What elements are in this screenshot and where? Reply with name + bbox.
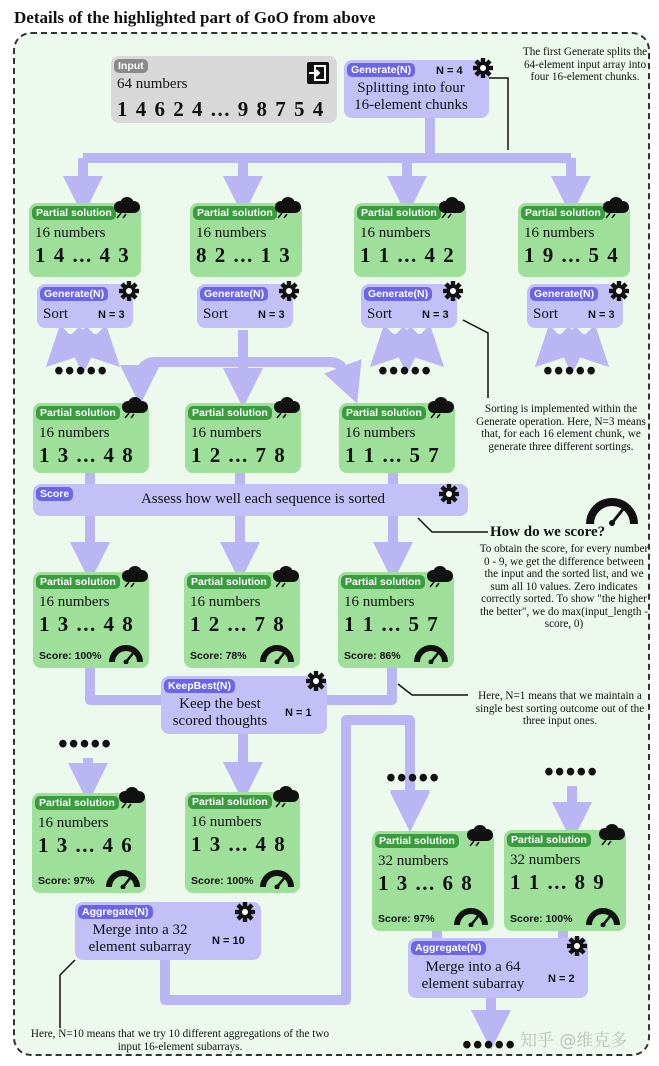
number-count: 16 numbers xyxy=(191,814,262,830)
partial-solution-card xyxy=(190,203,302,277)
thought-cloud-icon xyxy=(119,566,149,593)
gauge-icon xyxy=(260,869,294,894)
input-count: 64 numbers xyxy=(117,76,188,92)
number-count: 16 numbers xyxy=(191,425,262,441)
flow-arrow xyxy=(140,362,243,385)
sort-label: Sort xyxy=(43,306,69,322)
partial-solution-tag: Partial solution xyxy=(342,406,426,420)
gear-icon xyxy=(442,280,464,302)
gauge-icon xyxy=(414,644,448,669)
number-count: 16 numbers xyxy=(345,425,416,441)
gear-icon xyxy=(118,280,140,302)
score-label: Score: 100% xyxy=(191,875,254,887)
thought-cloud-icon xyxy=(270,786,300,813)
aggregate-n: N = 2 xyxy=(548,973,575,985)
partial-solution-tag: Partial solution xyxy=(507,833,591,847)
number-values: 1 9 ... 5 4 xyxy=(524,243,620,267)
generate-tag: Generate(N) xyxy=(364,287,432,301)
sort-n: N = 3 xyxy=(258,309,285,321)
thought-cloud-icon xyxy=(596,824,626,851)
note-first-generate: The first Generate splits the 64-element input array into four 16-element chunks. xyxy=(522,46,648,83)
gauge-icon xyxy=(109,644,143,669)
gauge-icon xyxy=(586,907,620,932)
gear-icon xyxy=(438,483,460,505)
keepbest-box xyxy=(161,676,327,734)
partial-solution-card xyxy=(184,572,300,668)
gear-icon xyxy=(472,57,494,79)
gear-icon xyxy=(234,901,256,923)
note-connector xyxy=(60,960,75,1028)
gauge-icon xyxy=(260,644,294,669)
number-count: 16 numbers xyxy=(39,594,110,610)
number-values: 1 3 ... 4 8 xyxy=(39,443,135,467)
gear-icon xyxy=(608,280,630,302)
thought-cloud-icon xyxy=(436,197,466,224)
how-score-text: To obtain the score, for every number 0 - 9, we get the difference between the input and the sorted list, and we sum all 10 values. Zero indicates correctly sorted. To show "the higher the better", we do max(input_length - score, 0) xyxy=(479,543,649,630)
number-values: 1 1 ... 5 7 xyxy=(345,443,441,467)
gear-icon xyxy=(278,280,300,302)
generate-tag: Generate(N) xyxy=(347,63,415,77)
number-values: 1 4 ... 4 3 xyxy=(35,243,131,267)
how-score-title: How do we score? xyxy=(490,524,606,540)
partial-solution-card xyxy=(339,403,455,473)
number-count: 16 numbers xyxy=(38,815,109,831)
generate-split-box xyxy=(344,60,489,118)
more-dots: ••••• xyxy=(58,729,113,760)
number-count: 16 numbers xyxy=(524,225,595,241)
partial-solution-card xyxy=(504,830,626,931)
number-values: 1 1 ... 8 9 xyxy=(510,870,606,894)
number-values: 1 2 ... 7 8 xyxy=(190,612,286,636)
flow-arrow xyxy=(243,362,350,385)
more-dots: ••••• xyxy=(54,356,109,387)
partial-solution-tag: Partial solution xyxy=(36,406,120,420)
number-values: 1 2 ... 7 8 xyxy=(191,443,287,467)
number-values: 1 1 ... 4 2 xyxy=(360,243,456,267)
input-box xyxy=(111,56,337,123)
sort-n: N = 3 xyxy=(98,309,125,321)
thought-cloud-icon xyxy=(119,397,149,424)
score-label: Score: 97% xyxy=(378,913,435,925)
partial-solution-card xyxy=(185,792,300,893)
number-count: 16 numbers xyxy=(39,425,110,441)
score-label: Score: 100% xyxy=(39,650,102,662)
partial-solution-tag: Partial solution xyxy=(521,206,605,220)
note-keepbest: Here, N=1 means that we maintain a single best sorting outcome out of the three input ones. xyxy=(475,690,645,727)
aggregate-text: Merge into a 32 element subarray xyxy=(88,922,192,955)
watermark: 知乎 @维克多 xyxy=(520,1031,628,1051)
partial-solution-card xyxy=(518,203,630,277)
number-count: 16 numbers xyxy=(35,225,106,241)
partial-solution-card xyxy=(354,203,466,277)
aggregate-64-box xyxy=(408,938,588,998)
aggregate-tag: Aggregate(N) xyxy=(78,905,153,919)
partial-solution-tag: Partial solution xyxy=(341,575,425,589)
number-values: 1 3 ... 4 8 xyxy=(191,832,287,856)
thought-cloud-icon xyxy=(600,197,630,224)
score-op-text: Assess how well each sequence is sorted xyxy=(140,491,386,507)
input-values: 1 4 6 2 4 ... 9 8 7 5 4 xyxy=(117,97,325,121)
thought-cloud-icon xyxy=(424,566,454,593)
number-count: 16 numbers xyxy=(360,225,431,241)
number-count: 32 numbers xyxy=(510,852,581,868)
note-connector xyxy=(418,518,488,532)
more-dots: ••••• xyxy=(544,757,599,788)
score-label: Score: 86% xyxy=(344,650,401,662)
gear-icon xyxy=(305,670,327,692)
partial-solution-tag: Partial solution xyxy=(187,575,271,589)
number-values: 1 3 ... 4 8 xyxy=(39,612,135,636)
partial-solution-tag: Partial solution xyxy=(193,206,277,220)
partial-solution-card xyxy=(33,572,149,668)
note-connector xyxy=(488,78,508,150)
gauge-icon xyxy=(106,869,140,894)
sort-label: Sort xyxy=(533,306,559,322)
thought-cloud-icon xyxy=(272,197,302,224)
sort-n: N = 3 xyxy=(422,309,449,321)
number-values: 1 1 ... 5 7 xyxy=(344,612,440,636)
more-dots: ••••• xyxy=(386,763,441,794)
number-count: 16 numbers xyxy=(196,225,267,241)
aggregate-n: N = 10 xyxy=(212,935,245,947)
thought-cloud-icon xyxy=(271,397,301,424)
partial-solution-card xyxy=(33,403,149,473)
partial-solution-tag: Partial solution xyxy=(188,795,272,809)
flow-arrow xyxy=(327,668,392,700)
number-count: 32 numbers xyxy=(378,853,449,869)
partial-solution-card xyxy=(338,572,454,668)
partial-solution-tag: Partial solution xyxy=(357,206,441,220)
partial-solution-card xyxy=(372,831,494,931)
thought-cloud-icon xyxy=(464,825,494,852)
generate-tag: Generate(N) xyxy=(40,287,108,301)
score-op-tag: Score xyxy=(36,487,73,501)
sort-label: Sort xyxy=(367,306,393,322)
partial-solution-card xyxy=(32,793,146,893)
thought-cloud-icon xyxy=(270,566,300,593)
generate-tag: Generate(N) xyxy=(530,287,598,301)
score-op-box xyxy=(33,484,468,516)
partial-solution-card xyxy=(185,403,301,473)
note-connector xyxy=(463,320,488,398)
flow-arrow xyxy=(90,668,165,700)
sort-n: N = 3 xyxy=(588,309,615,321)
thought-cloud-icon xyxy=(425,397,455,424)
gear-icon xyxy=(566,935,588,957)
partial-solution-tag: Partial solution xyxy=(188,406,272,420)
generate-text: Splitting into four 16-element chunks xyxy=(354,80,468,113)
thought-cloud-icon xyxy=(116,787,146,814)
input-tag: Input xyxy=(114,59,148,73)
more-dots: ••••• xyxy=(378,356,433,387)
gauge-icon xyxy=(454,907,488,932)
generate-n: N = 4 xyxy=(436,65,463,77)
score-label: Score: 100% xyxy=(510,913,573,925)
input-icon xyxy=(306,61,330,85)
more-dots: ••••• xyxy=(543,356,598,387)
partial-solution-tag: Partial solution xyxy=(35,796,119,810)
score-label: Score: 78% xyxy=(190,650,247,662)
aggregate-text: Merge into a 64 element subarray xyxy=(421,959,525,992)
thought-cloud-icon xyxy=(111,197,141,224)
note-aggregate: Here, N=10 means that we try 10 different aggregations of the two input 16-element subarrays. xyxy=(30,1028,330,1053)
keepbest-text: Keep the best scored thoughts xyxy=(172,696,268,729)
gauge-icon xyxy=(586,496,638,526)
note-connector xyxy=(398,684,468,695)
page-title: Details of the highlighted part of GoO from above xyxy=(14,8,376,27)
partial-solution-tag: Partial solution xyxy=(375,834,459,848)
number-count: 16 numbers xyxy=(344,594,415,610)
note-sorting: Sorting is implemented within the Generate operation. Here, N=3 means that, for each 16 element chunk, we generate three different sortings. xyxy=(476,403,646,453)
number-values: 1 3 ... 6 8 xyxy=(378,871,474,895)
score-label: Score: 97% xyxy=(38,875,95,887)
partial-solution-card xyxy=(29,203,141,277)
partial-solution-tag: Partial solution xyxy=(32,206,116,220)
generate-tag: Generate(N) xyxy=(200,287,268,301)
more-dots: ••••• xyxy=(462,1030,517,1061)
keepbest-n: N = 1 xyxy=(285,707,312,719)
number-count: 16 numbers xyxy=(190,594,261,610)
number-values: 1 3 ... 4 6 xyxy=(38,833,134,857)
keepbest-tag: KeepBest(N) xyxy=(164,679,235,693)
aggregate-tag: Aggregate(N) xyxy=(411,941,486,955)
partial-solution-tag: Partial solution xyxy=(36,575,120,589)
sort-label: Sort xyxy=(203,306,229,322)
number-values: 8 2 ... 1 3 xyxy=(196,243,292,267)
